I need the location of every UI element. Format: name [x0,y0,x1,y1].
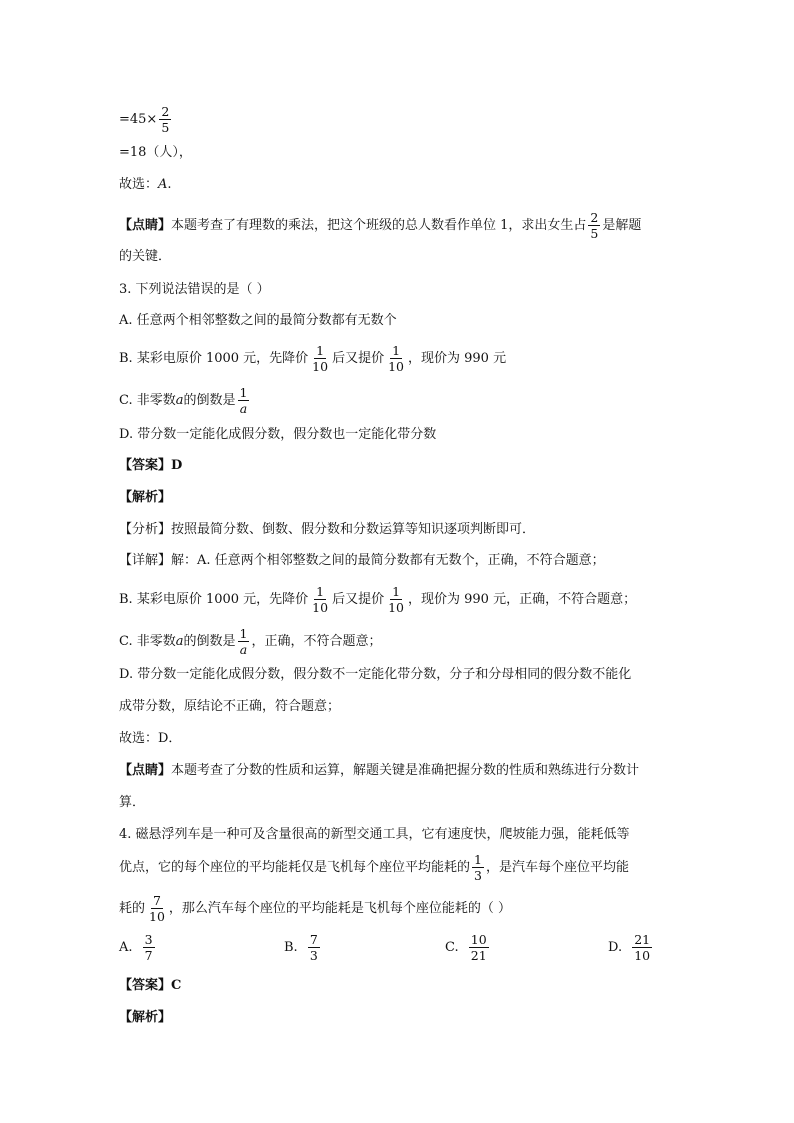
calc-line-2: =18（人）， [119,145,192,160]
detail-c-text-2: 的倒数是 [183,634,236,649]
option-label: A. [119,940,133,955]
fraction-1-10: $\frac{1}{10}$ [312,343,329,374]
question-4-option-b [284,932,322,963]
question-4-option-c [445,932,491,963]
choose-letter: A [158,177,168,192]
option-fraction: $\frac{10}{21}$ [470,932,487,963]
option-label: D. [608,940,623,955]
fraction-1-a: $\frac{1}{a}$ [239,626,248,657]
dianjing-text: 本题考查了有理数的乘法，把这个班级的总人数看作单位 1，求出女生占 [171,218,587,233]
answer-3: 【答案】D [119,458,183,473]
fraction-1-3: $\frac{1}{3}$ [474,852,482,883]
fraction-7-10: $\frac{7}{10}$ [149,893,165,924]
option-fraction: $\frac{21}{10}$ [634,932,651,963]
option-fraction: $\frac{3}{7}$ [144,932,153,963]
answer-4: 【答案】C [119,978,182,993]
analysis-3-heading: 【解析】 [119,490,172,505]
fraction-1-a: $\frac{1}{a}$ [239,385,248,416]
fraction-1-10: $\frac{1}{10}$ [312,584,329,615]
question-4-line2 [119,852,629,883]
detail-b-text-3: ，现价为 990 元，正确，不符合题意； [408,592,637,607]
question-4-line3 [119,893,511,924]
dianjing-tag: 【点睛】 [119,218,172,233]
fraction-1-10: $\frac{1}{10}$ [388,584,404,615]
option-b-text-3: ，现价为 990 元 [408,351,507,366]
dianjing-tag: 【点睛】 [119,763,172,778]
dianjing-2-line2: 算． [119,795,146,810]
option-b-text-2: 后又提价 [332,351,385,366]
q4-text-4: ，那么汽车每个座位的平均能耗是飞机每个座位能耗的（ ） [168,901,512,916]
question-3-option-a: A. 任意两个相邻整数之间的最简分数都有无数个 [119,313,397,328]
question-3-stem: 3. 下列说法错误的是（ ） [119,282,270,297]
choose-line-3: 故选：D． [119,731,182,746]
question-3-option-b [119,343,506,374]
choose-label: 故选： [119,177,159,192]
detail-b-text: B. 某彩电原价 1000 元，先降价 [119,592,309,607]
dianjing-text-end: 是解题 [602,218,642,233]
question-4-option-a [119,932,157,963]
detail-c-text-3: ，正确，不符合题意； [251,634,382,649]
variable-a: a [175,393,184,408]
dianjing-2 [119,761,639,781]
q4-text-2: ，是汽车每个座位平均能 [485,860,629,875]
fraction-2-5: $\frac{2}{5}$ [590,210,599,241]
q4-text: 优点，它的每个座位的平均能耗仅是飞机每个座位平均能耗的 [119,860,471,875]
fraction-1-10: $\frac{1}{10}$ [388,343,404,374]
option-label: C. [445,940,459,955]
option-b-text: B. 某彩电原价 1000 元，先降价 [119,351,309,366]
detail-3-b [119,584,636,615]
option-label: B. [284,940,298,955]
q4-text-3: 耗的 [119,901,146,916]
option-c-text: C. 非零数 [119,393,176,408]
detail-3-d-line2: 成带分数，原结论不正确，符合题意； [119,699,341,714]
choose-suffix: . [167,177,172,192]
choose-line-1 [119,175,172,195]
option-fraction: $\frac{7}{3}$ [309,932,318,963]
detail-3-d-line1: D. 带分数一定能化成假分数，假分数不一定能化带分数，分子和分母相同的假分数不能化 [119,667,632,682]
question-4-line1: 4. 磁悬浮列车是一种可及含量很高的新型交通工具，它有速度快，爬坡能力强，能耗低等 [119,827,630,842]
question-3-option-d: D. 带分数一定能化成假分数，假分数也一定能化带分数 [119,427,437,442]
detail-c-text: C. 非零数 [119,634,176,649]
detail-3-a: 【详解】解：A. 任意两个相邻整数之间的最简分数都有无数个，正确，不符合题意； [119,553,605,568]
question-4-option-d [608,932,654,963]
dianjing-text: 本题考查了分数的性质和运算，解题关键是准确把握分数的性质和熟练进行分数计 [171,763,640,778]
analysis-3-fenxi: 【分析】按照最简分数、倒数、假分数和分数运算等知识逐项判断即可． [119,522,536,537]
detail-3-c [119,626,382,657]
variable-a: a [175,634,184,649]
dianjing-1 [119,210,641,241]
analysis-4-heading: 【解析】 [119,1010,172,1025]
calc-line-1 [119,104,173,135]
option-c-text-2: 的倒数是 [183,393,236,408]
question-3-option-c [119,385,251,416]
detail-b-text-2: 后又提价 [332,592,385,607]
calc-text: =45× [119,112,158,127]
fraction-2-5: $\frac{2}{5}$ [161,104,170,135]
dianjing-1-line2: 的关键． [119,249,172,264]
